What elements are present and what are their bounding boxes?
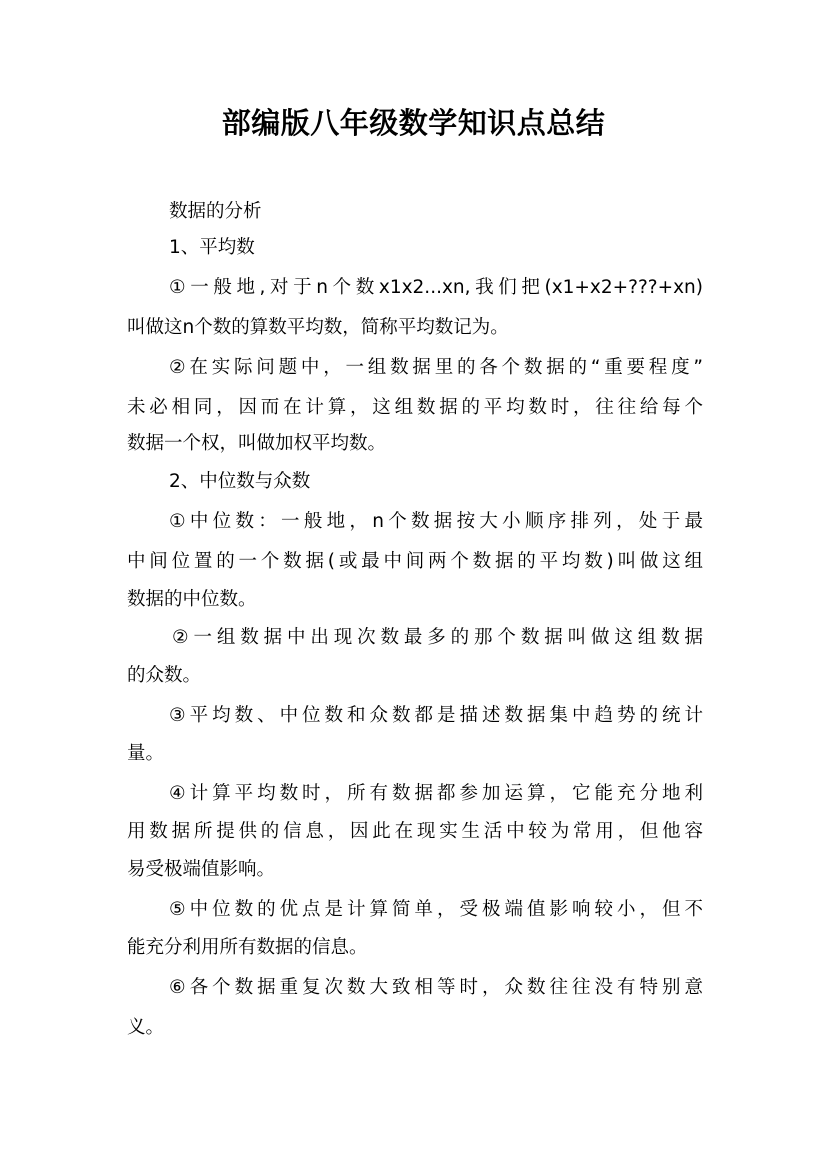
paragraph-line: 能充分利用所有数据的信息。 <box>127 937 368 958</box>
paragraph-line: ⑤中位数的优点是计算简单，受极端值影响较小，但不 <box>169 899 703 920</box>
document-title: 部编版八年级数学知识点总结 <box>221 106 606 140</box>
paragraph-line: ③平均数、中位数和众数都是描述数据集中趋势的统计 <box>169 705 703 726</box>
paragraph-line: 的众数。 <box>127 665 202 686</box>
paragraph-line: 义。 <box>127 1017 165 1038</box>
subsection-heading: 2、中位数与众数 <box>169 471 311 492</box>
subsection-heading: 1、平均数 <box>169 237 255 258</box>
paragraph-line: ④计算平均数时，所有数据都参加运算，它能充分地利 <box>169 783 703 804</box>
paragraph-line: 叫做这n个数的算数平均数，简称平均数记为。 <box>127 317 509 338</box>
paragraph-line: ①中位数：一般地，n个数据按大小顺序排列，处于最 <box>169 511 703 532</box>
paragraph-line: ⑥各个数据重复次数大致相等时，众数往往没有特别意 <box>169 977 703 998</box>
paragraph-line: ②在实际问题中，一组数据里的各个数据的“重要程度” <box>169 357 703 378</box>
paragraph-line: 数据一个权，叫做加权平均数。 <box>127 433 387 454</box>
paragraph-line: 中间位置的一个数据(或最中间两个数据的平均数)叫做这组 <box>127 551 703 572</box>
paragraph-line: 量。 <box>127 743 165 764</box>
paragraph-line: ①一般地,对于n个数x1x2...xn,我们把(x1+x2+???+xn) <box>169 277 703 298</box>
section-heading: 数据的分析 <box>169 201 262 222</box>
paragraph-line: 用数据所提供的信息，因此在现实生活中较为常用，但他容 <box>127 821 703 842</box>
paragraph-line: 未必相同，因而在计算，这组数据的平均数时，往往给每个 <box>127 397 703 418</box>
paragraph-line: ②一组数据中出现次数最多的那个数据叫做这组数据 <box>172 627 703 648</box>
paragraph-line: 数据的中位数。 <box>127 589 257 610</box>
paragraph-line: 易受极端值影响。 <box>127 859 276 880</box>
